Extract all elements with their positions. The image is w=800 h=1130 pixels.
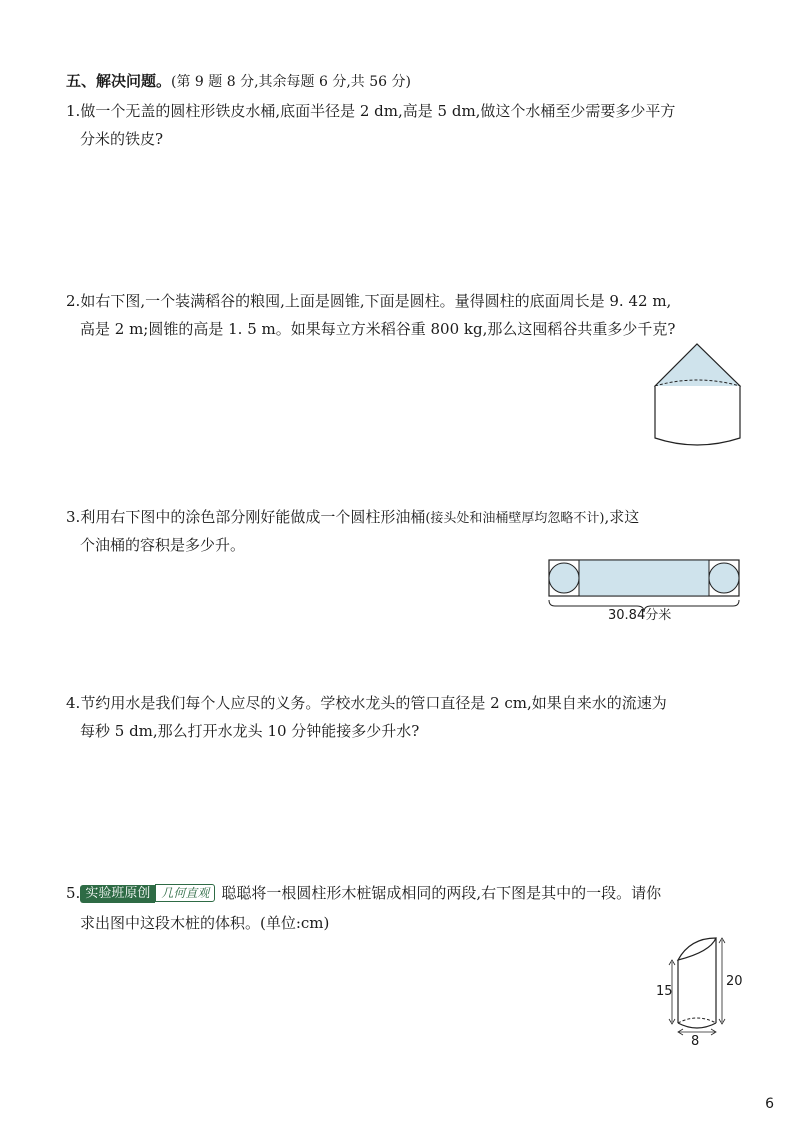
q3-line1: 3.利用右下图中的涂色部分刚好能做成一个圆柱形油桶(接头处和油桶壁厚均忽略不计),求这 <box>66 508 640 526</box>
tag-geometric-intuition: 几何直观 <box>155 884 215 902</box>
q5-label-height-left: 15 <box>656 984 673 999</box>
q5-line2: 求出图中这段木桩的体积。(单位:cm) <box>80 914 330 932</box>
q3-line2: 个油桶的容积是多少升。 <box>80 536 246 554</box>
granary-cylinder <box>655 386 740 445</box>
section-heading <box>66 70 411 93</box>
wood-stake-figure <box>660 932 750 1047</box>
q4-line2: 每秒 5 dm,那么打开水龙头 10 分钟能接多少升水? <box>80 722 420 740</box>
q5-number: 5. <box>66 884 81 902</box>
shaded-rectangle <box>579 560 709 596</box>
q3-number: 3. <box>66 508 81 526</box>
q5-label-diameter: 8 <box>691 1034 700 1049</box>
granary-cone <box>655 344 740 392</box>
right-circle <box>709 563 739 593</box>
page-number: 6 <box>765 1096 774 1112</box>
q3-figure-label: 30.84分米 <box>608 608 672 623</box>
granary-figure <box>645 340 750 455</box>
section-note: (第 9 题 8 分,其余每题 6 分,共 56 分) <box>171 74 411 90</box>
section-title: 五、解决问题。 <box>66 72 172 90</box>
q2-line2: 高是 2 m;圆锥的高是 1. 5 m。如果每立方米稻谷重 800 kg,那么这囤稻谷共重多少千克? <box>80 320 676 338</box>
q2-number: 2. <box>66 292 81 310</box>
q5-label-height-right: 20 <box>726 974 743 989</box>
q1-line2: 分米的铁皮? <box>80 130 164 148</box>
q4-number: 4. <box>66 694 81 712</box>
q2-line1: 2.如右下图,一个装满稻谷的粮囤,上面是圆锥,下面是圆柱。量得圆柱的底面周长是 9. 42 m, <box>66 292 672 310</box>
tag-experimental-class: 实验班原创 <box>80 885 155 903</box>
q5-line1: 5. 实验班原创 几何直观 聪聪将一根圆柱形木桩锯成相同的两段,右下图是其中的一段。请你 <box>66 884 662 902</box>
slanted-top <box>678 938 716 960</box>
q4-line1: 4.节约用水是我们每个人应尽的义务。学校水龙头的管口直径是 2 cm,如果自来水的流速为 <box>66 694 667 712</box>
left-circle <box>549 563 579 593</box>
q1-line1: 1.做一个无盖的圆柱形铁皮水桶,底面半径是 2 dm,高是 5 dm,做这个水桶至少需要多少平方 <box>66 102 676 120</box>
q1-number: 1. <box>66 102 81 120</box>
